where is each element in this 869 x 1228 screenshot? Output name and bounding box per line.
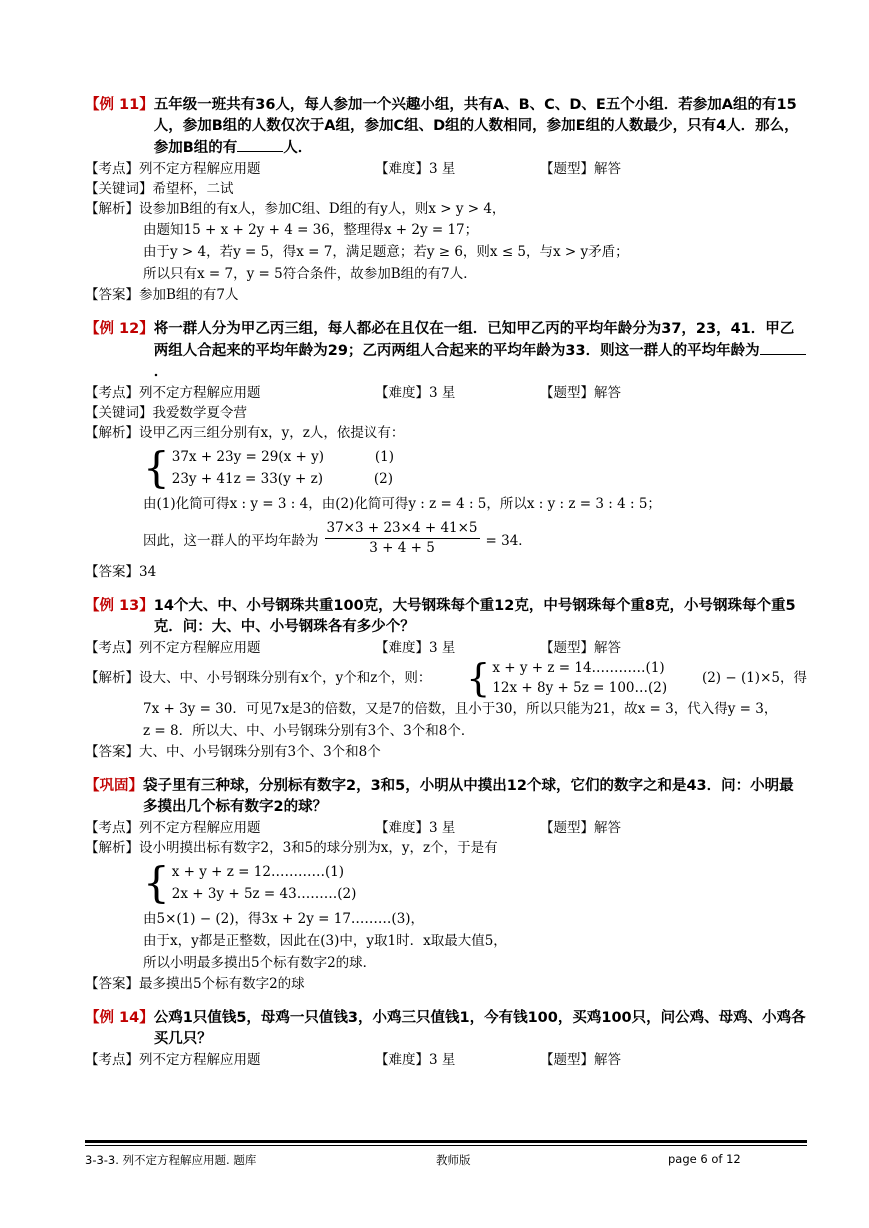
document-body [85,95,807,1084]
equation-system: { 37x + 23y = 29(x + y) (1) 23y + 41z = 33(y + z) (2) [143,443,394,492]
question-text: 公鸡1只值钱5，母鸡一只值钱3，小鸡三只值钱1，今有钱100，买鸡100只，问公鸡、母鸡、小鸡各买几只？ [153,1010,806,1047]
example-tag: 【例 12】 [85,321,154,337]
footer-edition: 教师版 [436,1153,471,1167]
example-tag: 【巩固】 [85,778,143,794]
analysis-line: 由于y > 4，若y = 5，得x = 7，满足题意；若y ≥ 6，则x ≤ 5，与x > y矛盾； [143,244,629,260]
example-tag: 【例 11】 [85,97,154,113]
answer-blank [237,137,283,152]
keywords: 【关键词】我爱数学夏令营 [85,405,247,421]
example-12 [85,319,807,582]
footer-page-number: page 6 of 12 [668,1152,741,1166]
answer: 【答案】参加B组的有7人 [85,287,239,303]
analysis-line: 【解析】设参加B组的有x人，参加C组、D组的有y人，则x > y > 4， [85,201,506,217]
example-tag: 【例 13】 [85,598,154,614]
question-text: 14个大、中、小号钢珠共重100克，大号钢珠每个重12克，中号钢珠每个重8克，小号钢珠每个重5克．问：大、中、小号钢珠各有多少个？ [153,598,796,635]
example-13 [85,596,807,762]
meta-row: 【考点】列不定方程解应用题 【难度】3 星 【题型】解答 [85,385,621,401]
analysis-line: 【解析】设大、中、小号钢珠分别有x个，y个和z个，则： { x + y + z = 14…………(1) 12x + 8y + 5z = 100…(2) (2) − (1)×5，得 [85,656,807,700]
analysis-line: z = 8．所以大、中、小号钢珠分别有3个、3个和8个． [143,723,475,739]
fraction-line: 因此，这一群人的平均年龄为 $\frac{37\times 3 + 23\times 4 + 41\times 5}{3 + 4 + 5}$ = 34． [143,520,532,556]
example-11 [85,95,807,305]
analysis-line: 【解析】设甲乙丙三组分别有x，y，z人，依提议有： [85,425,405,441]
keywords: 【关键词】希望杯，二试 [85,181,234,197]
question-text: 将一群人分为甲乙丙三组，每人都必在且仅在一组．已知甲乙丙的平均年龄分为37，23，41．甲乙两组人合起来的平均年龄为29；乙丙两组人合起来的平均年龄为33．则这一群人的平均年龄为． [154,319,807,383]
meta-row: 【考点】列不定方程解应用题 【难度】3 星 【题型】解答 [85,820,621,836]
footer-divider [85,1145,807,1146]
answer-blank [760,340,806,355]
analysis-line: 7x + 3y = 30．可见7x是3的倍数，又是7的倍数，且小于30，所以只能为21，故x = 3，代入得y = 3， [143,701,778,717]
footer-divider [85,1140,807,1143]
answer: 【答案】34 [85,564,157,580]
consolidation [85,776,807,994]
fraction: $\frac{37\times 3 + 23\times 4 + 41\times 5}{3 + 4 + 5}$ [326,520,478,556]
analysis-line: 由题知15 + x + 2y + 4 = 36，整理得x + 2y = 17； [143,222,479,238]
analysis-line: 由(1)化简可得x : y = 3 : 4，由(2)化简可得y : z = 4 : 5，所以x : y : z = 3 : 4 : 5； [143,496,661,512]
brace-symbol: { [143,858,170,907]
example-tag: 【例 14】 [85,1010,154,1026]
footer-doc-title: 3-3-3. 列不定方程解应用题. 题库 [85,1153,257,1167]
example-14 [85,1008,807,1070]
answer: 【答案】最多摸出5个标有数字2的球 [85,976,305,992]
analysis-line: 所以只有x = 7，y = 5符合条件，故参加B组的有7人． [143,266,477,282]
answer: 【答案】大、中、小号钢珠分别有3个、3个和8个 [85,744,381,760]
question-text: 袋子里有三种球，分别标有数字2，3和5，小明从中摸出12个球，它们的数字之和是43．问：小明最多摸出几个标有数字2的球？ [143,778,794,815]
meta-row: 【考点】列不定方程解应用题 【难度】3 星 【题型】解答 [85,640,621,656]
meta-row: 【考点】列不定方程解应用题 【难度】3 星 【题型】解答 [85,161,621,177]
meta-row: 【考点】列不定方程解应用题 【难度】3 星 【题型】解答 [85,1052,621,1068]
equation-system: { x + y + z = 12…………(1) 2x + 3y + 5z = 43………(2) [143,858,357,907]
analysis-line: 由于x，y都是正整数，因此在(3)中，y取1时．x取最大值5， [143,933,507,949]
analysis-line: 【解析】设小明摸出标有数字2，3和5的球分别为x，y，z个，于是有 [85,840,498,856]
brace-symbol: { [143,443,170,492]
question-text: 五年级一班共有36人，每人参加一个兴趣小组，共有A、B、C、D、E五个小组．若参加A组的有15人，参加B组的人数仅次于A组，参加C组、D组的人数相同，参加E组的人数最少，只有4人．那么，参加B组的有 人． [153,97,799,156]
equation-system: { x + y + z = 14…………(1) 12x + 8y + 5z = 100…(2) [466,656,668,700]
analysis-line: 所以小明最多摸出5个标有数字2的球． [143,955,377,971]
analysis-line: 由5×(1) − (2)，得3x + 2y = 17………(3)， [143,911,425,927]
